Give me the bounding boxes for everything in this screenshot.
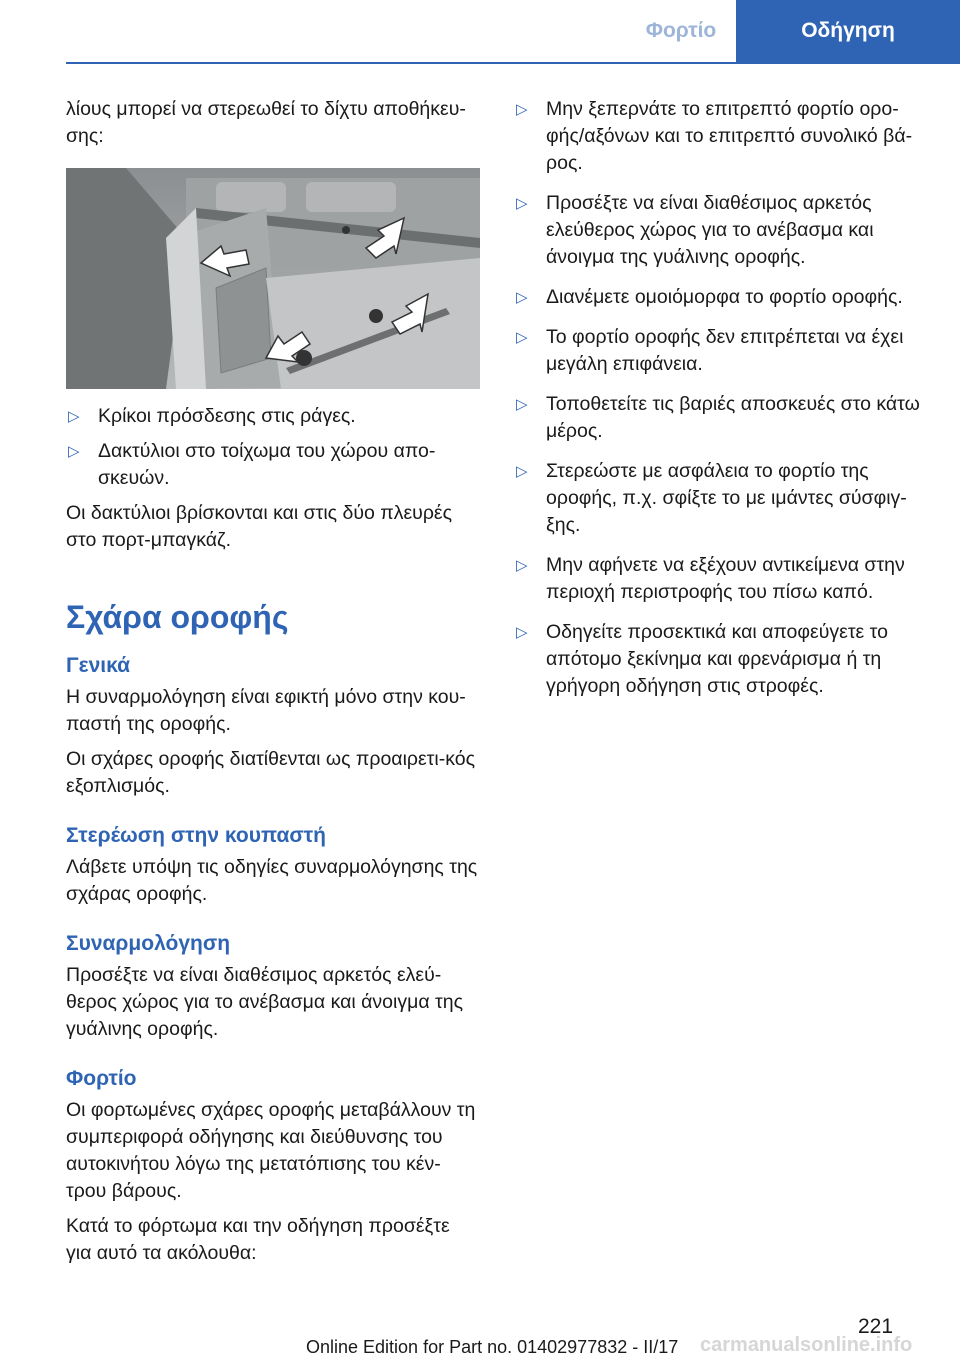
right-bullet <box>514 619 926 700</box>
subheading-fixing: Στερέωση στην κουπαστή <box>66 824 326 847</box>
subheading-assembly: Συναρμολόγηση <box>66 932 231 955</box>
load-paragraph-2: Κατά το φόρτωμα και την οδήγηση προσέξτε για αυτό τα ακόλουθα: <box>66 1215 450 1264</box>
right-bullet-text: Μην αφήνετε να εξέχουν αντικείμενα στην περιοχή περιστροφής του πίσω καπό. <box>546 554 905 603</box>
right-column <box>514 96 926 713</box>
left-bullet <box>66 438 480 492</box>
right-bullet <box>514 190 926 271</box>
chapter-tab[interactable]: Οδήγηση <box>736 0 960 62</box>
triangle-right-outline-icon: ▷ <box>516 624 528 641</box>
subheading-load: Φορτίο <box>66 1067 137 1090</box>
right-bullet <box>514 458 926 539</box>
right-bullet <box>514 284 926 311</box>
right-bullet <box>514 391 926 445</box>
header-tabs <box>626 0 960 62</box>
assembly-paragraph: Προσέξτε να είναι διαθέσιμος αρκετός ελεύ-θερος χώρος για το ανέβασμα και άνοιγμα της γυάλινης οροφής. <box>66 964 463 1040</box>
fixing-paragraph: Λάβετε υπόψη τις οδηγίες συναρμολόγησης της σχάρας οροφής. <box>66 856 478 905</box>
triangle-right-outline-icon: ▷ <box>516 557 528 574</box>
left-bullet <box>66 403 480 430</box>
right-bullet <box>514 552 926 606</box>
right-bullet <box>514 96 926 177</box>
triangle-right-outline-icon: ▷ <box>516 329 528 346</box>
intro-text: λίους μπορεί να στερεωθεί το δίχτυ αποθήκευ-σης: <box>66 98 466 147</box>
section-heading: Σχάρα οροφής <box>66 599 289 635</box>
load-paragraph-1: Οι φορτωμένες σχάρες οροφής μεταβάλλουν τη συμπεριφορά οδήγησης και διεύθυνσης του αυτοκινήτου λόγω της μετατόπισης του κέν-τρου βάρους. <box>66 1099 476 1202</box>
subheading-general: Γενικά <box>66 654 131 677</box>
right-bullet-text: Οδηγείτε προσεκτικά και αποφεύγετε το απότομο ξεκίνημα και φρενάρισμα ή τη γρήγορη οδήγηση στις στροφές. <box>546 621 888 697</box>
triangle-right-outline-icon: ▷ <box>68 408 80 425</box>
triangle-right-outline-icon: ▷ <box>516 195 528 212</box>
right-bullet-text: Προσέξτε να είναι διαθέσιμος αρκετός ελεύθερος χώρος για το ανέβασμα και άνοιγμα της γυάλινης οροφής. <box>546 192 874 268</box>
triangle-right-outline-icon: ▷ <box>516 396 528 413</box>
left-bullet-text: Κρίκοι πρόσδεσης στις ράγες. <box>98 405 356 427</box>
left-column <box>66 96 480 1275</box>
page-number: 221 <box>858 1315 894 1338</box>
right-bullet-text: Τοποθετείτε τις βαριές αποσκευές στο κάτω μέρος. <box>546 393 920 442</box>
right-bullet-text: Το φορτίο οροφής δεν επιτρέπεται να έχει μεγάλη επιφάνεια. <box>546 326 904 375</box>
left-bullet-text: Δακτύλιοι στο τοίχωμα του χώρου απο-σκευών. <box>98 440 436 489</box>
triangle-right-outline-icon: ▷ <box>516 289 528 306</box>
watermark-logo: carmanualsonline.info <box>700 1334 913 1356</box>
edition-footer: Online Edition for Part no. 01402977832 - II/17 <box>306 1337 679 1357</box>
triangle-right-outline-icon: ▷ <box>68 443 80 460</box>
right-bullet-text: Μην ξεπερνάτε το επιτρεπτό φορτίο ορο-φής/αξόνων και το επιτρεπτό συνολικό βά-ρος. <box>546 98 913 174</box>
general-paragraph-2: Οι σχάρες οροφής διατίθενται ως προαιρετι-κός εξοπλισμός. <box>66 748 475 797</box>
triangle-right-outline-icon: ▷ <box>516 101 528 118</box>
rings-note: Οι δακτύλιοι βρίσκονται και στις δύο πλευρές στο πορτ-μπαγκάζ. <box>66 502 453 551</box>
right-bullet <box>514 324 926 378</box>
section-tab[interactable]: Φορτίο <box>626 0 736 62</box>
general-paragraph-1: Η συναρμολόγηση είναι εφικτή μόνο στην κου-παστή της οροφής. <box>66 686 466 735</box>
trunk-photo <box>66 168 480 389</box>
header-divider <box>66 62 960 64</box>
right-bullet-text: Διανέμετε ομοιόμορφα το φορτίο οροφής. <box>546 286 903 308</box>
triangle-right-outline-icon: ▷ <box>516 463 528 480</box>
right-bullet-text: Στερεώστε με ασφάλεια το φορτίο της οροφής, π.χ. σφίξτε το με ιμάντες σύσφιγ-ξης. <box>546 460 907 536</box>
